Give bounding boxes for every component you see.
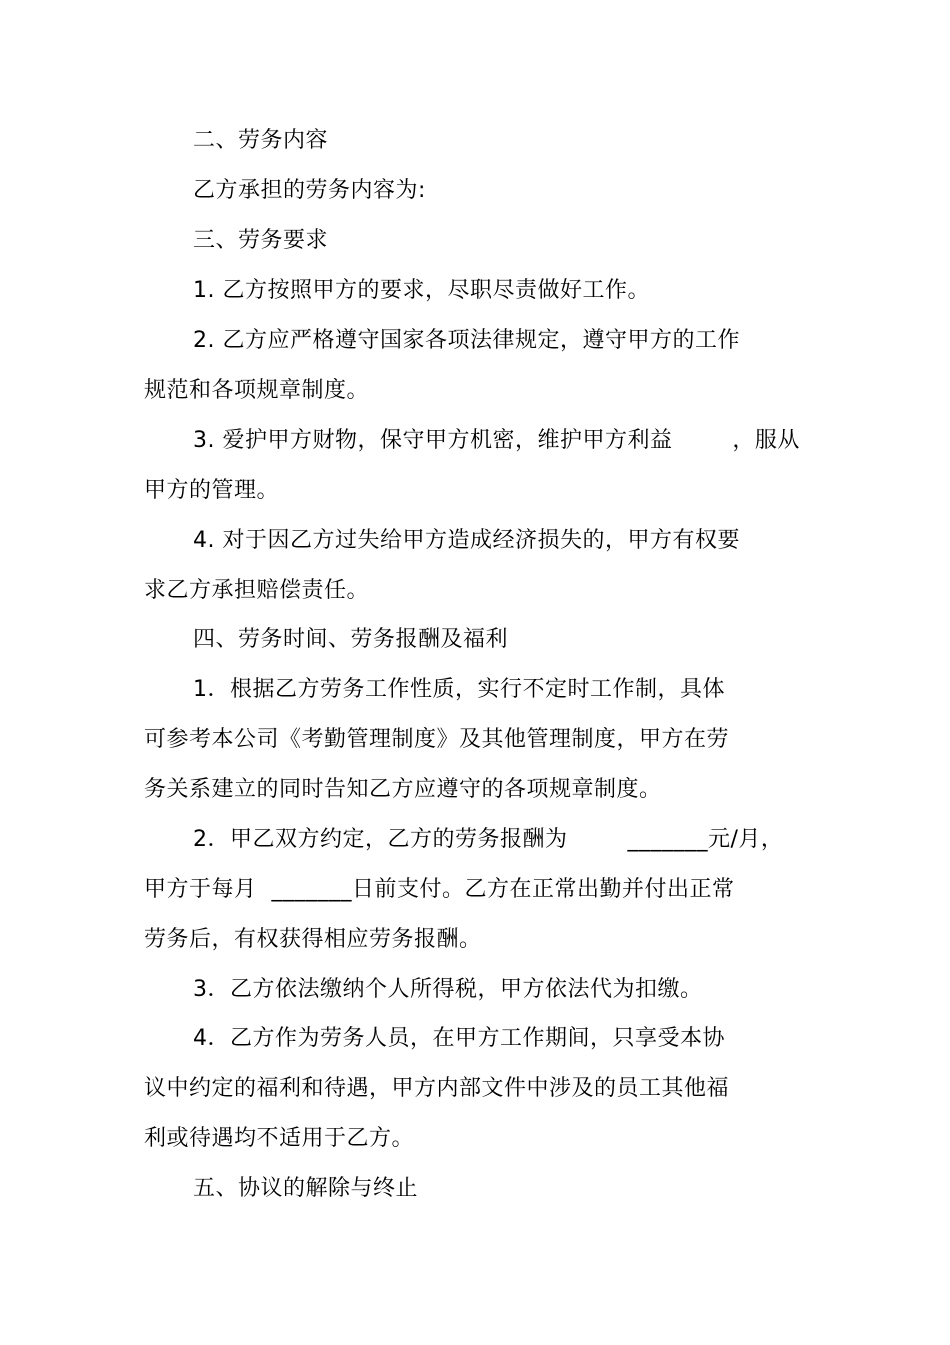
clause-4-4-cont-2: 利或待遇均不适用于乙方。: [144, 1126, 415, 1151]
clause-4-2: 2．甲乙双方约定，乙方的劳务报酬为 _______元/月，: [193, 827, 784, 852]
clause-3-3-cont: 甲方的管理。: [144, 478, 280, 503]
clause-3-1: 1. 乙方按照甲方的要求，尽职尽责做好工作。: [193, 278, 650, 303]
section-heading-5: 五、协议的解除与终止: [193, 1176, 419, 1201]
clause-4-1-cont-2: 务关系建立的同时告知乙方应遵守的各项规章制度。: [144, 777, 662, 802]
clause-3-2: 2. 乙方应严格遵守国家各项法律规定，遵守甲方的工作: [193, 328, 740, 353]
clause-4-4-cont: 议中约定的福利和待遇，甲方内部文件中涉及的员工其他福: [144, 1076, 730, 1101]
section-heading-3: 三、劳务要求: [193, 228, 329, 253]
clause-3-2-cont: 规范和各项规章制度。: [144, 378, 370, 403]
clause-3-4-cont: 求乙方承担赔偿责任。: [144, 578, 370, 603]
section-heading-4: 四、劳务时间、劳务报酬及福利: [193, 627, 509, 652]
clause-4-2-cont: 甲方于每月 _______日前支付。乙方在正常出勤并付出正常: [144, 877, 735, 902]
paragraph-line: 乙方承担的劳务内容为:: [193, 178, 426, 203]
clause-4-3: 3．乙方依法缴纳个人所得税，甲方依法代为扣缴。: [193, 977, 703, 1002]
section-heading-2: 二、劳务内容: [193, 128, 329, 153]
clause-4-1-cont: 可参考本公司《考勤管理制度》及其他管理制度，甲方在劳: [144, 727, 730, 752]
clause-3-4: 4. 对于因乙方过失给甲方造成经济损失的，甲方有权要: [193, 528, 740, 553]
clause-4-1: 1．根据乙方劳务工作性质，实行不定时工作制，具体: [193, 677, 725, 702]
clause-4-4: 4．乙方作为劳务人员，在甲方工作期间，只享受本协: [193, 1026, 725, 1051]
clause-3-3: 3. 爱护甲方财物，保守甲方机密，维护甲方利益 ，服从: [193, 428, 800, 453]
clause-4-2-cont-2: 劳务后，有权获得相应劳务报酬。: [144, 927, 482, 952]
